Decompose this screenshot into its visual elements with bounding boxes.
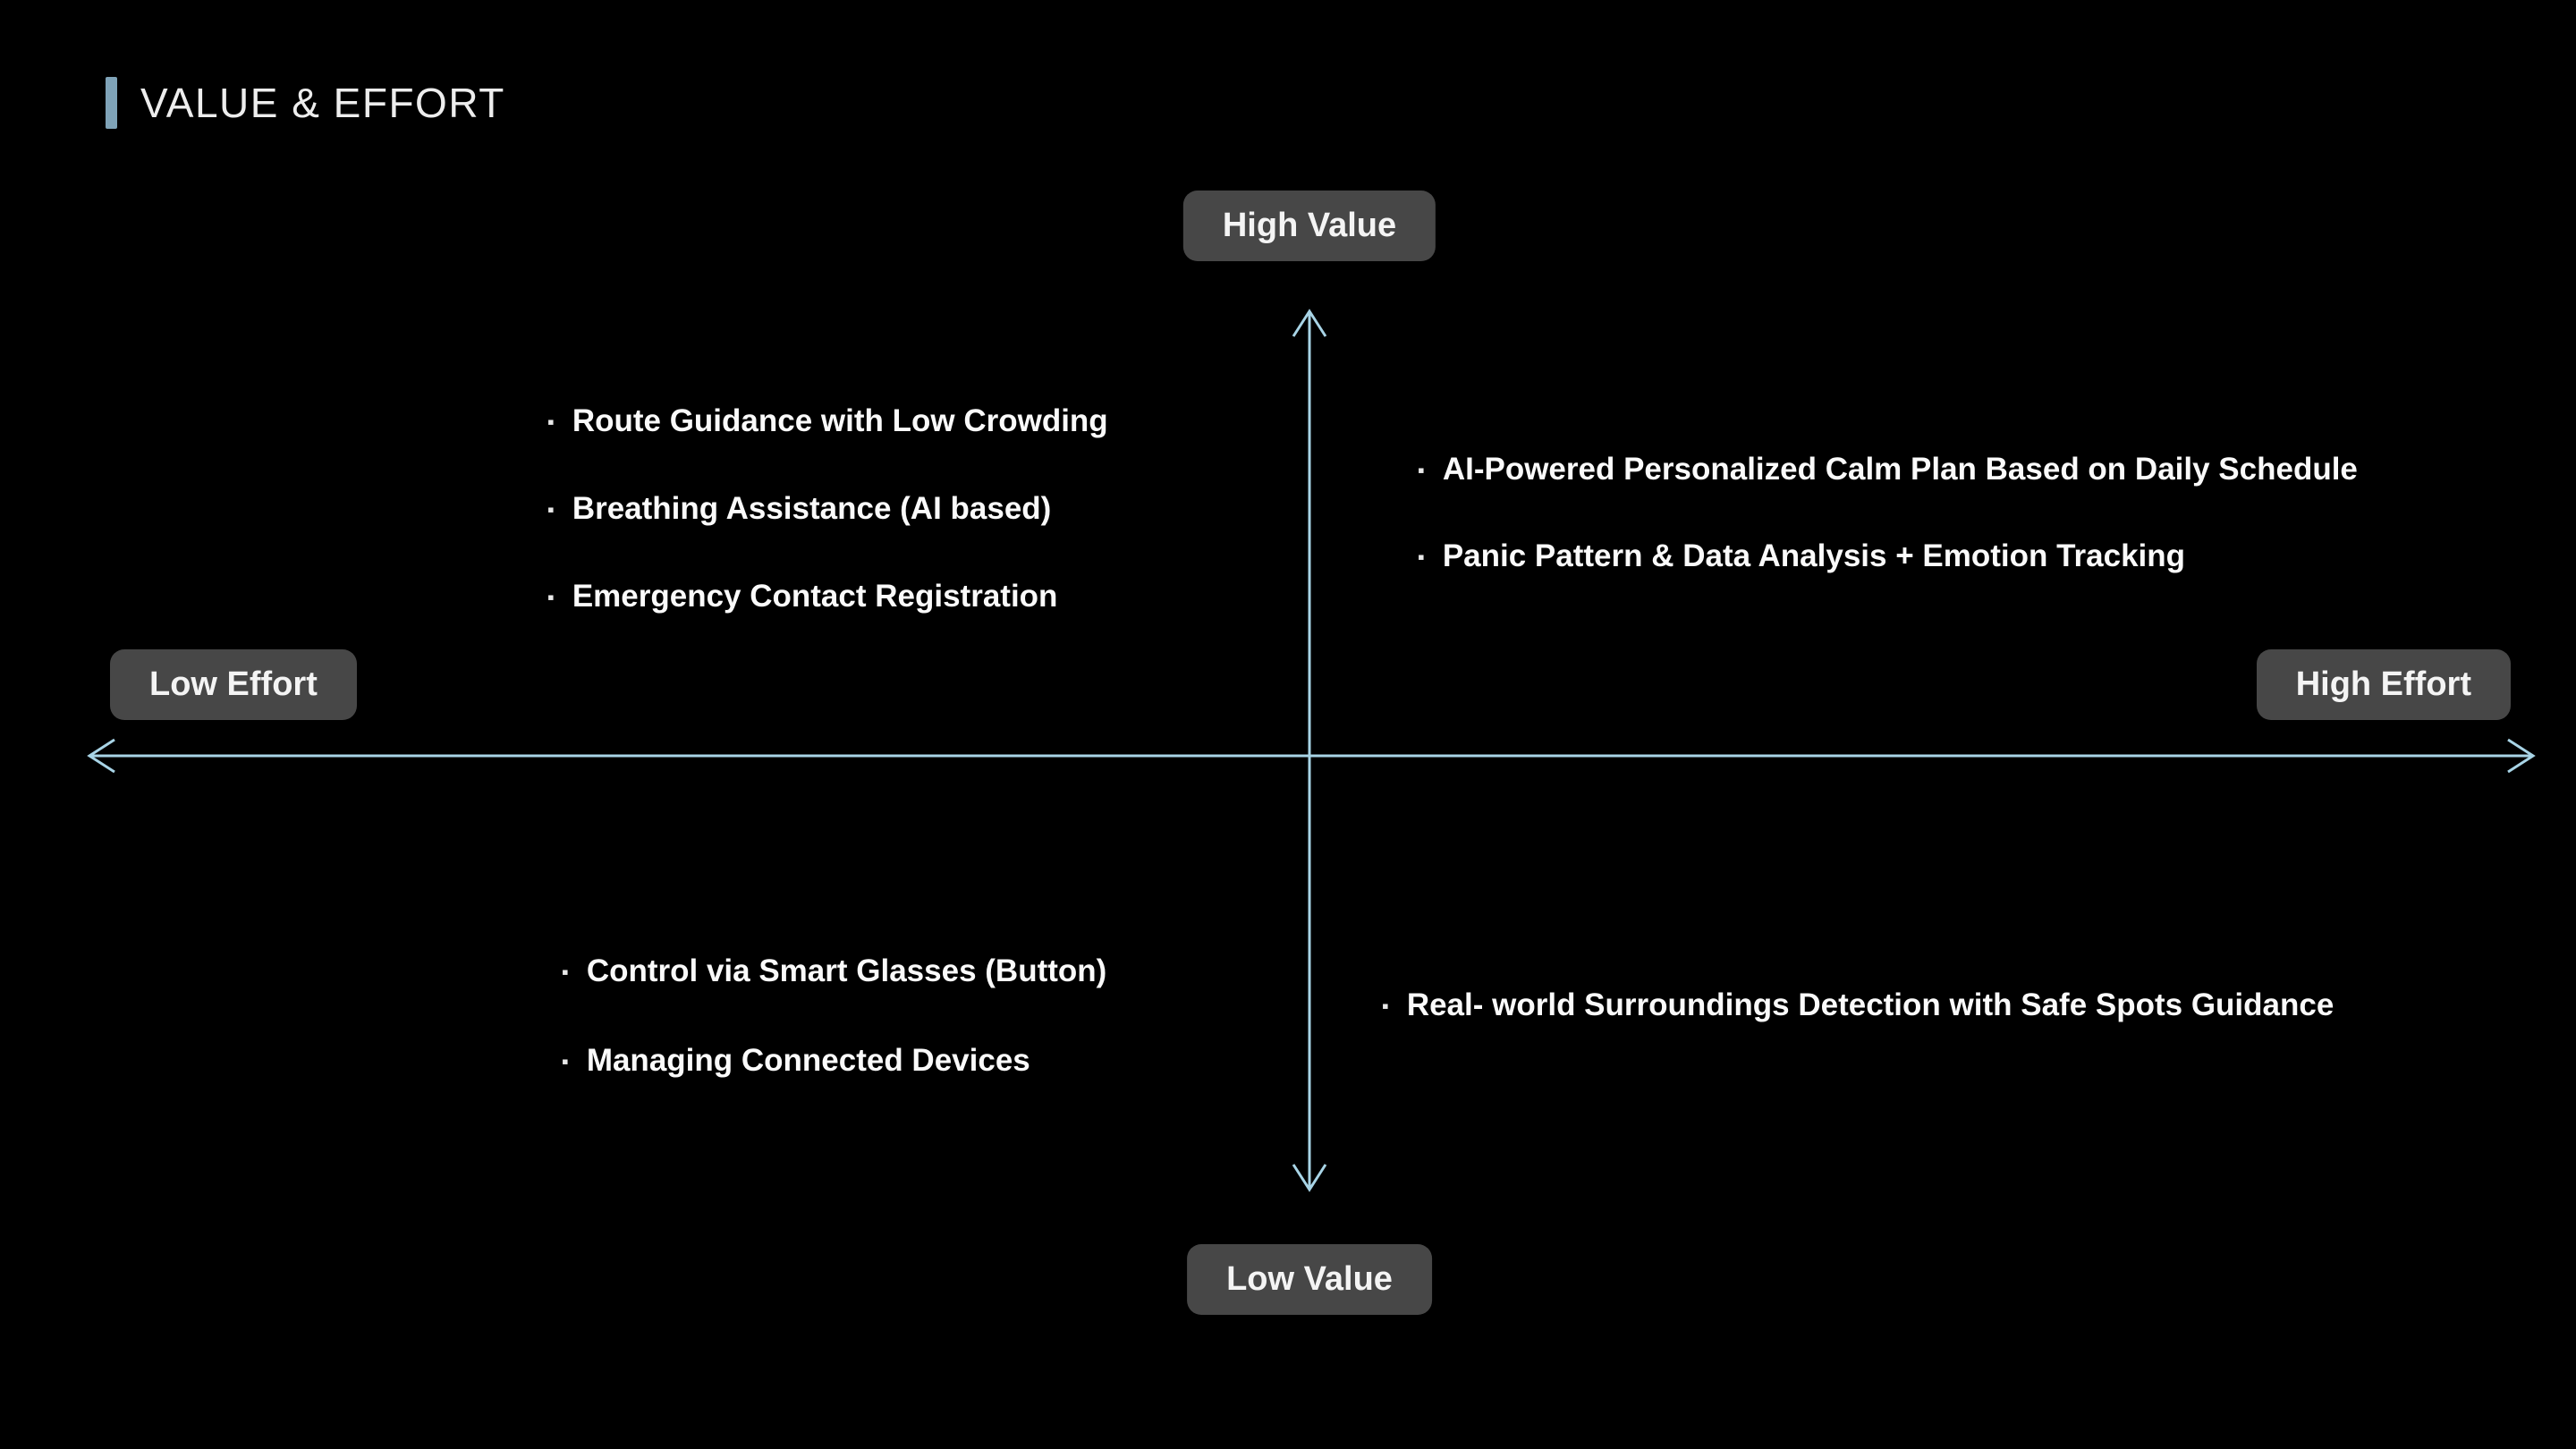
- quadrant-high-value-low-effort: [547, 402, 1108, 615]
- high-value-label: High Value: [1183, 191, 1436, 261]
- bullet-icon: ▪: [562, 961, 569, 983]
- bullet-icon: ▪: [1418, 459, 1425, 481]
- list-item-label: Managing Connected Devices: [586, 1043, 1030, 1078]
- list-item-label: Control via Smart Glasses (Button): [586, 953, 1107, 988]
- high-effort-label: High Effort: [2257, 649, 2511, 720]
- list-item: [547, 578, 1108, 615]
- list-item-label: AI-Powered Personalized Calm Plan Based on Daily Schedule: [1442, 452, 2358, 487]
- quadrant-low-value-low-effort: [562, 953, 1106, 1080]
- bullet-icon: ▪: [1382, 995, 1389, 1017]
- list-item-label: Breathing Assistance (AI based): [572, 491, 1052, 526]
- list-item: [562, 953, 1106, 990]
- list-item-label: Emergency Contact Registration: [572, 579, 1058, 614]
- bullet-icon: ▪: [547, 586, 555, 608]
- list-item: [1418, 538, 2358, 575]
- list-item: [1418, 451, 2358, 488]
- bullet-icon: ▪: [547, 411, 555, 433]
- bullet-icon: ▪: [547, 498, 555, 521]
- list-item: [547, 402, 1108, 440]
- list-item-label: Route Guidance with Low Crowding: [572, 403, 1108, 438]
- list-item: [547, 490, 1108, 528]
- bullet-icon: ▪: [1418, 546, 1425, 568]
- low-effort-label: Low Effort: [110, 649, 357, 720]
- bullet-icon: ▪: [562, 1050, 569, 1072]
- list-item-label: Panic Pattern & Data Analysis + Emotion Tracking: [1442, 538, 2186, 573]
- low-value-label: Low Value: [1187, 1244, 1432, 1315]
- quadrant-low-value-high-effort: [1382, 987, 2334, 1024]
- list-item: [562, 1042, 1106, 1080]
- quadrant-high-value-high-effort: [1418, 451, 2358, 575]
- list-item: [1382, 987, 2334, 1024]
- page-title: VALUE & EFFORT: [140, 80, 505, 126]
- list-item-label: Real- world Surroundings Detection with Safe Spots Guidance: [1406, 987, 2334, 1022]
